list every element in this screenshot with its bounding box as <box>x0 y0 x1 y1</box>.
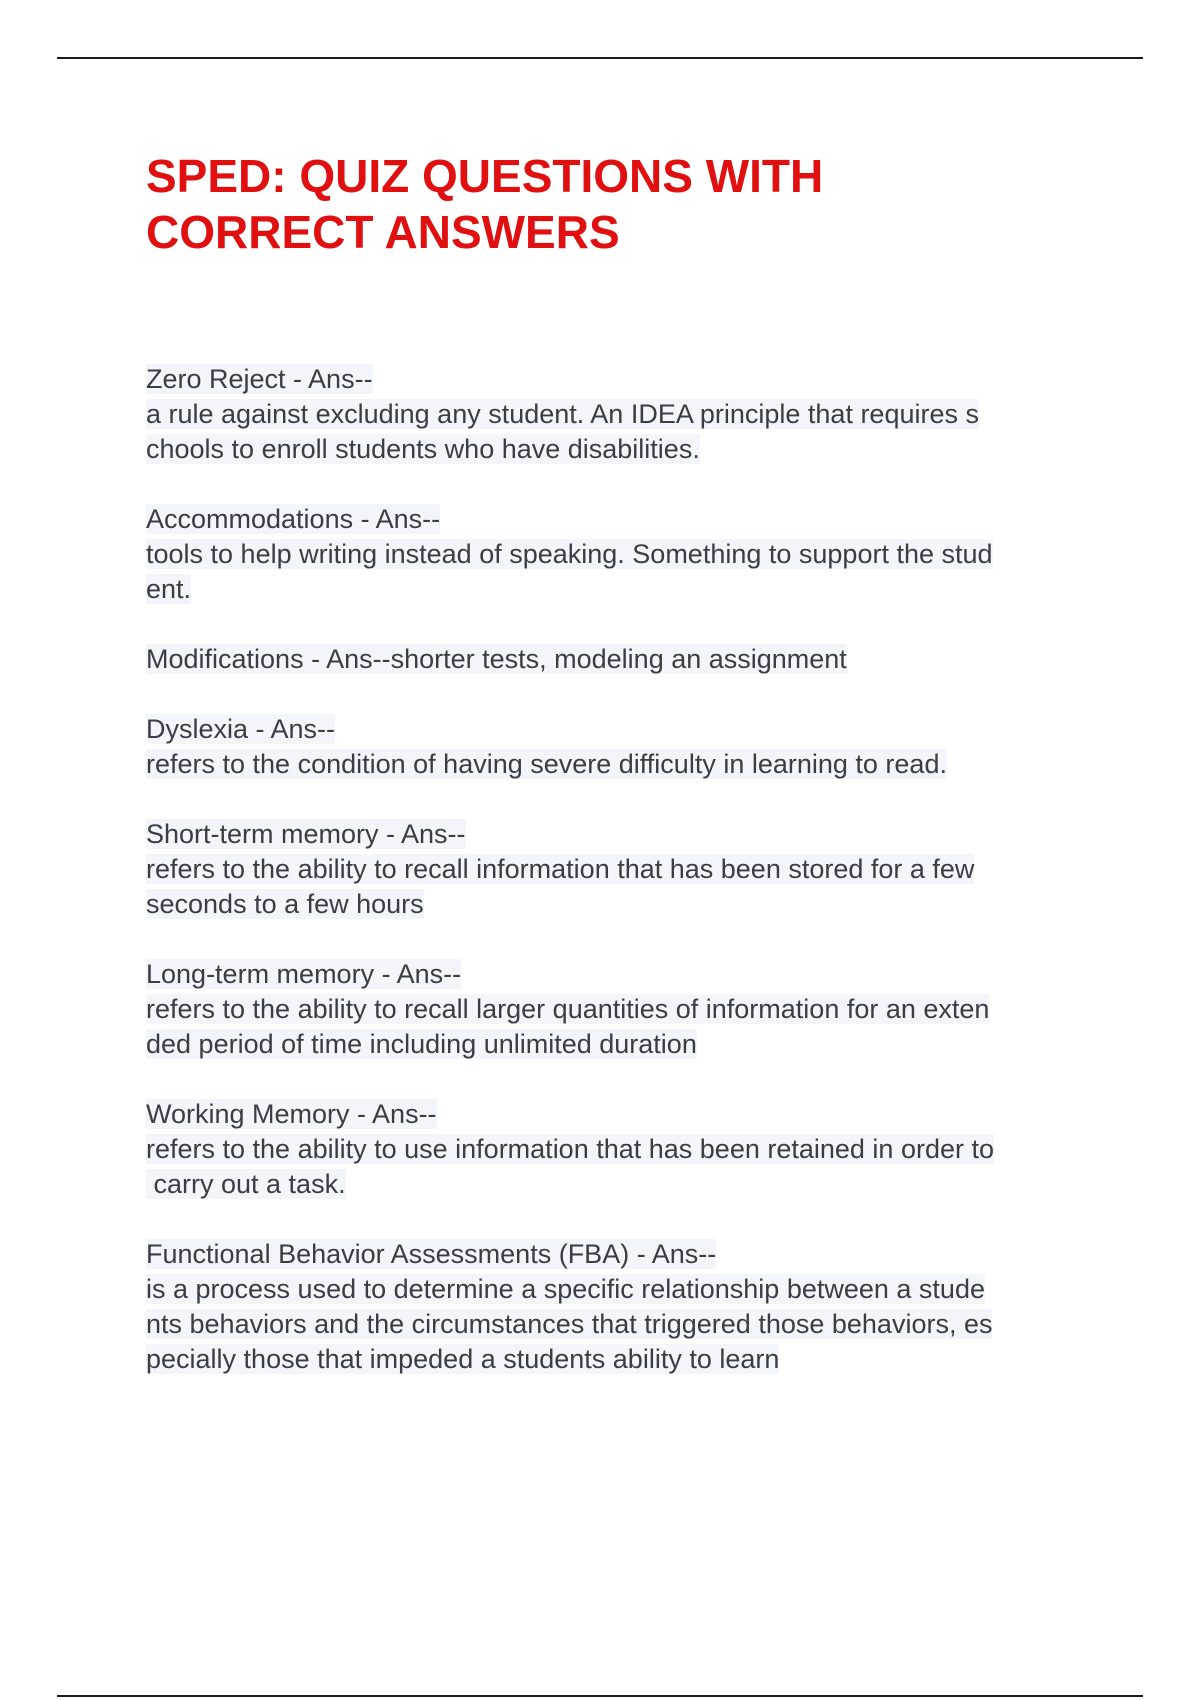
qa-item-dyslexia <box>146 712 1106 782</box>
qa-answer-line: refers to the ability to recall larger quantities of information for an exten <box>146 994 990 1024</box>
qa-term-line: Modifications - Ans--shorter tests, modeling an assignment <box>146 644 847 674</box>
qa-answer-line: is a process used to determine a specific relationship between a stude <box>146 1274 985 1304</box>
qa-answer-line: refers to the condition of having severe difficulty in learning to read. <box>146 749 947 779</box>
qa-item-short-term-memory <box>146 817 1106 922</box>
qa-term-line: Working Memory - Ans-- <box>146 1099 437 1129</box>
top-rule <box>57 57 1143 59</box>
qa-term-line: Zero Reject - Ans-- <box>146 364 373 394</box>
qa-term-line: Short-term memory - Ans-- <box>146 819 466 849</box>
qa-item-fba <box>146 1237 1106 1377</box>
qa-term-line: Functional Behavior Assessments (FBA) - Ans-- <box>146 1239 717 1269</box>
bottom-rule <box>57 1695 1143 1697</box>
qa-list <box>146 362 1106 1412</box>
qa-term-line: Accommodations - Ans-- <box>146 504 441 534</box>
qa-term-line: Long-term memory - Ans-- <box>146 959 462 989</box>
qa-answer-line: tools to help writing instead of speaking. Something to support the stud <box>146 539 993 569</box>
title-line: SPED: QUIZ QUESTIONS WITH <box>146 150 824 202</box>
qa-item-modifications <box>146 642 1106 677</box>
qa-answer-line: chools to enroll students who have disabilities. <box>146 434 700 464</box>
qa-answer-line: refers to the ability to recall information that has been stored for a few <box>146 854 975 884</box>
qa-answer-line: carry out a task. <box>146 1169 346 1199</box>
page-title <box>146 148 1046 260</box>
qa-answer-line: refers to the ability to use information that has been retained in order to <box>146 1134 994 1164</box>
qa-item-zero-reject <box>146 362 1106 467</box>
qa-answer-line: a rule against excluding any student. An IDEA principle that requires s <box>146 399 979 429</box>
qa-item-accommodations <box>146 502 1106 607</box>
qa-item-working-memory <box>146 1097 1106 1202</box>
qa-term-line: Dyslexia - Ans-- <box>146 714 336 744</box>
title-line: CORRECT ANSWERS <box>146 206 620 258</box>
qa-answer-line: seconds to a few hours <box>146 889 424 919</box>
qa-answer-line: ent. <box>146 574 192 604</box>
qa-answer-line: ded period of time including unlimited duration <box>146 1029 697 1059</box>
qa-answer-line: nts behaviors and the circumstances that triggered those behaviors, es <box>146 1309 993 1339</box>
qa-item-long-term-memory <box>146 957 1106 1062</box>
qa-answer-line: pecially those that impeded a students ability to learn <box>146 1344 780 1374</box>
